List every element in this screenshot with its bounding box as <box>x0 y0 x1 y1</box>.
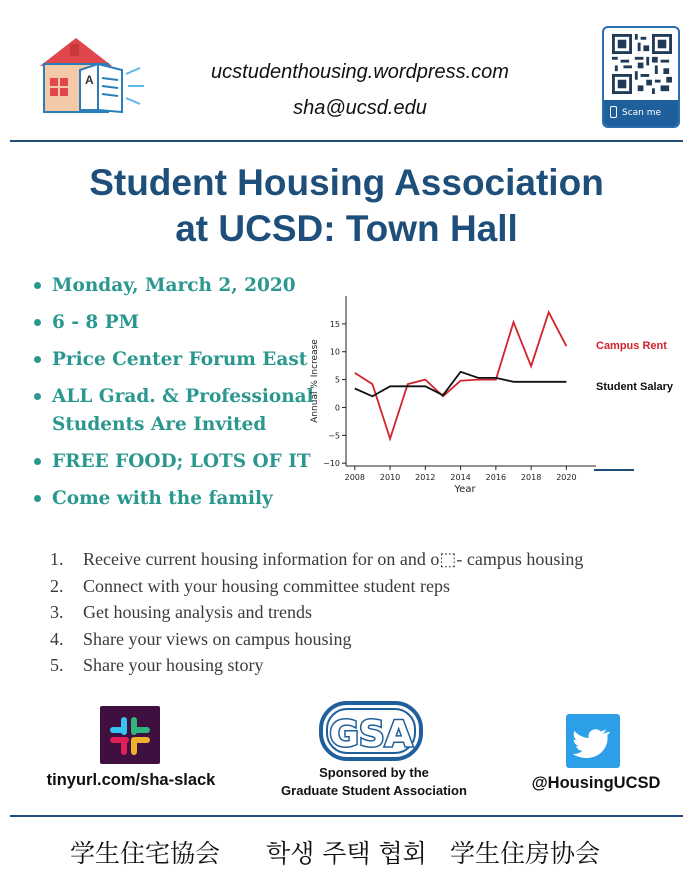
agenda-text: Receive current housing information for on and o⬚- campus housing <box>83 549 584 569</box>
detail-item <box>34 309 324 337</box>
slack-link[interactable]: tinyurl.com/sha-slack <box>46 771 216 789</box>
agenda-number: 3. <box>50 602 64 622</box>
detail-text: Monday, March 2, 2020 <box>52 275 296 296</box>
website-link[interactable]: ucstudenthousing.wordpress.com <box>211 61 509 83</box>
twitter-handle[interactable]: @HousingUCSD <box>531 774 661 792</box>
detail-text: Price Center Forum East <box>52 349 308 370</box>
detail-item <box>34 485 324 513</box>
detail-item <box>34 383 324 439</box>
detail-text: Come with the family <box>52 488 273 509</box>
detail-text: FREE FOOD; LOTS OF IT <box>52 451 311 472</box>
bullet-dot <box>34 356 41 363</box>
page-title <box>20 160 673 252</box>
detail-text: ALL Grad. & Professional <box>52 386 314 407</box>
x-tick-label: 2018 <box>520 473 542 482</box>
detail-item <box>34 272 324 300</box>
title-line-2: at UCSD: Town Hall <box>175 208 518 249</box>
detail-text: 6 - 8 PM <box>52 312 140 333</box>
y-tick-label: 10 <box>329 347 340 357</box>
x-axis-label: Year <box>454 484 476 495</box>
y-axis-label: Annual % Increase <box>310 339 320 423</box>
gsa-logo <box>318 700 424 762</box>
header-divider <box>10 140 683 142</box>
bullet-dot <box>34 495 41 502</box>
agenda-item <box>50 652 670 679</box>
qr-scan-label <box>604 100 678 126</box>
qr-code[interactable] <box>602 26 680 128</box>
agenda-list <box>50 546 670 679</box>
x-tick-label: 2020 <box>556 473 577 482</box>
y-tick-label: 15 <box>329 319 340 329</box>
series-label: Student Salary <box>596 381 674 393</box>
bullet-dot <box>34 393 41 400</box>
agenda-number: 2. <box>50 575 64 596</box>
line-chart <box>300 288 692 500</box>
x-tick-label: 2010 <box>379 473 401 482</box>
bullet-dot <box>34 458 41 465</box>
series-label: Campus Rent <box>596 340 667 352</box>
agenda-item <box>50 599 670 626</box>
x-tick-label: 2016 <box>485 473 507 482</box>
x-tick-label: 2014 <box>450 473 471 482</box>
event-details <box>34 272 324 513</box>
gsa-logo-text: GSA <box>329 714 413 755</box>
detail-item <box>34 448 324 476</box>
phone-icon <box>610 106 617 118</box>
y-tick-label: 0 <box>334 403 340 413</box>
agenda-text: Share your housing story <box>83 655 264 675</box>
qr-code-icon <box>612 34 672 94</box>
bullet-dot <box>34 282 41 289</box>
agenda-number: 1. <box>50 549 64 569</box>
x-tick-label: 2008 <box>344 473 365 482</box>
contact-info <box>150 58 570 130</box>
sponsor-line-1: Sponsored by the <box>319 765 429 780</box>
agenda-text: Share your views on campus housing <box>83 628 352 649</box>
agenda-item <box>50 546 670 573</box>
svg-text:A: A <box>85 73 94 87</box>
house-book-icon <box>36 34 148 116</box>
lang-korean: 학생 주택 협회 <box>266 839 427 868</box>
language-names <box>20 830 673 870</box>
twitter-bird-icon[interactable] <box>566 714 620 768</box>
agenda-item <box>50 626 670 653</box>
bullet-dot <box>34 319 41 326</box>
agenda-number: 5. <box>50 655 64 675</box>
sponsor-text <box>256 764 492 800</box>
series-line-campus-rent <box>355 312 567 439</box>
y-tick-label: 5 <box>334 375 340 385</box>
housing-chart <box>300 288 692 500</box>
y-tick-label: −10 <box>323 459 340 469</box>
lang-japanese: 学生住宅協会 <box>70 839 221 868</box>
qr-scan-text: Scan me <box>622 108 662 118</box>
footer-divider <box>10 815 683 817</box>
detail-text: Students Are Invited <box>52 414 267 435</box>
sponsor-line-2: Graduate Student Association <box>281 783 467 798</box>
agenda-item <box>50 573 670 600</box>
series-line-student-salary <box>355 372 567 397</box>
slack-icon[interactable] <box>100 706 160 764</box>
lang-chinese: 学生住房协会 <box>450 839 601 868</box>
detail-item <box>34 346 324 374</box>
agenda-text: Connect with your housing committee student reps <box>83 575 450 596</box>
agenda-number: 4. <box>50 628 64 649</box>
x-tick-label: 2012 <box>415 473 436 482</box>
email-link[interactable]: sha@ucsd.edu <box>293 97 427 119</box>
agenda-text: Get housing analysis and trends <box>83 602 312 622</box>
title-line-1: Student Housing Association <box>89 162 604 203</box>
y-tick-label: −5 <box>328 431 340 441</box>
